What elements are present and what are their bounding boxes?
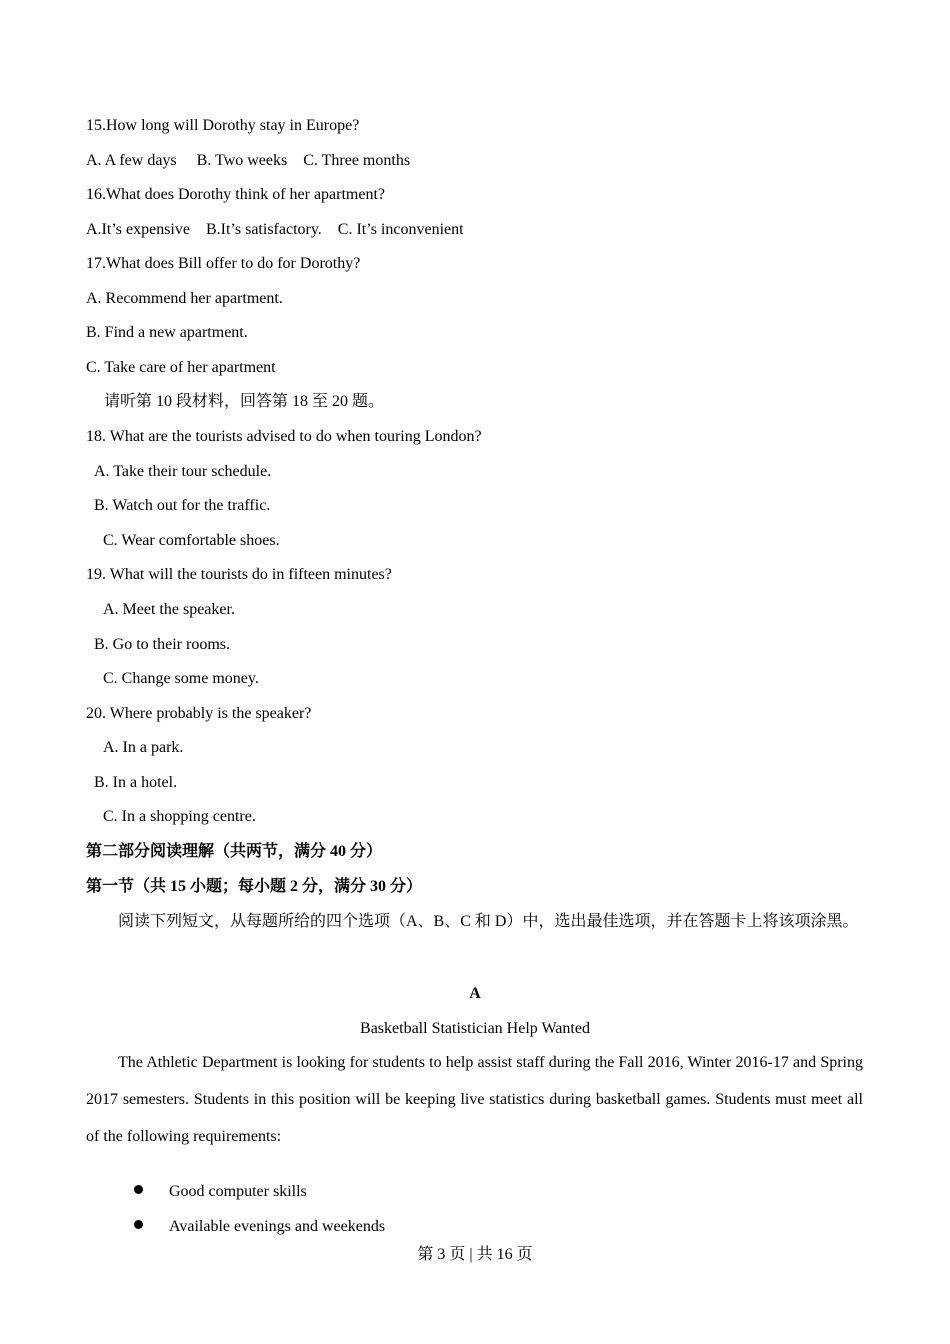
q16-options: A.It’s expensive B.It’s satisfactory. C. It’s inconvenient [86,221,464,238]
q18-stem: 18. What are the tourists advised to do when touring London? [86,428,482,445]
section1-heading: 第一节（共 15 小题；每小题 2 分，满分 30 分） [86,878,423,895]
reading-instructions: 阅读下列短文，从每题所给的四个选项（A、B、C 和 D）中，选出最佳选项，并在答题卡上将该项涂黑。 [118,913,859,930]
passage-title: Basketball Statistician Help Wanted [360,1020,590,1037]
q17-option-b: B. Find a new apartment. [86,324,248,341]
q17-stem: 17.What does Bill offer to do for Dorothy? [86,255,361,272]
page-footer: 第 3 页 | 共 16 页 [417,1246,533,1263]
q20-option-b: B. In a hotel. [94,774,178,791]
bullet-icon [134,1185,143,1194]
q15-stem: 15.How long will Dorothy stay in Europe? [86,117,360,134]
requirement-text: Good computer skills [169,1183,307,1200]
q16-stem: 16.What does Dorothy think of her apartment? [86,186,386,203]
q18-option-c: C. Wear comfortable shoes. [103,532,280,549]
requirement-text: Available evenings and weekends [169,1218,386,1235]
q17-option-c: C. Take care of her apartment [86,359,276,376]
listening-instruction-10: 请听第 10 段材料，回答第 18 至 20 题。 [104,393,385,410]
q20-option-c: C. In a shopping centre. [103,808,256,825]
q20-option-a: A. In a park. [103,739,184,756]
bullet-icon [134,1220,143,1229]
q19-option-c: C. Change some money. [103,670,259,687]
q17-option-a: A. Recommend her apartment. [86,290,283,307]
q19-option-a: A. Meet the speaker. [103,601,235,618]
part2-heading: 第二部分阅读理解（共两节，满分 40 分） [86,843,383,860]
q19-option-b: B. Go to their rooms. [94,636,230,653]
q18-option-b: B. Watch out for the traffic. [94,497,271,514]
passage-body: The Athletic Department is looking for students to help assist staff during the Fall 2016, Winter 2016-17 and Spring 2017 semesters. Students in this position will be keeping live statistics during basketball games. Students must meet all of the following requirements: [86,1054,863,1145]
q15-options: A. A few days B. Two weeks C. Three months [86,152,411,169]
q18-option-a: A. Take their tour schedule. [94,463,272,480]
q19-stem: 19. What will the tourists do in fifteen minutes? [86,566,392,583]
q20-stem: 20. Where probably is the speaker? [86,705,312,722]
passage-label: A [469,985,481,1002]
